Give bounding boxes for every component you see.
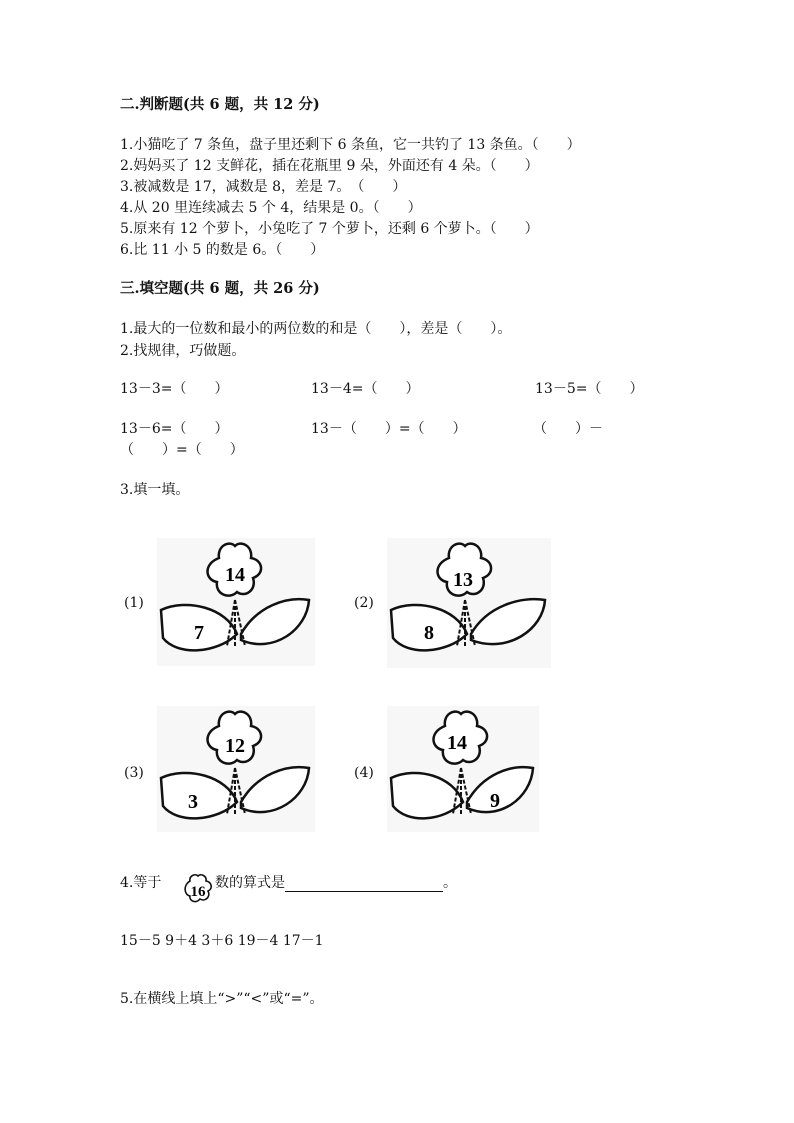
small-flower-picture bbox=[180, 872, 216, 912]
question-3: 3.填一填。 bbox=[120, 482, 190, 498]
flower-icon bbox=[157, 706, 315, 832]
flower-top-number: 14 bbox=[447, 732, 467, 754]
question-5: 5.在横线上填上“>”“<”或“=”。 bbox=[120, 991, 324, 1007]
question-4-prefix: 4.等于 bbox=[120, 875, 162, 891]
section-2-title: 二.判断题(共 6 题，共 12 分) bbox=[120, 96, 320, 113]
equation: 13－6=（ ） bbox=[120, 421, 229, 437]
flower-top-number: 14 bbox=[225, 564, 245, 586]
small-flower-number: 16 bbox=[190, 884, 206, 900]
question-item: 4.从 20 里连续减去 5 个 4，结果是 0。（ ） bbox=[120, 200, 422, 216]
flower-leaf-number: 8 bbox=[424, 622, 434, 644]
flower-label: (2) bbox=[354, 595, 374, 611]
flower-label: (1) bbox=[124, 595, 144, 611]
question-4-options: 15－5 9＋4 3＋6 19－4 17－1 bbox=[120, 933, 324, 949]
flower-top-number: 13 bbox=[453, 569, 473, 591]
question-4-suffix: 数的算式是 bbox=[215, 875, 285, 891]
question-4-text bbox=[215, 874, 457, 892]
flower-icon bbox=[157, 538, 315, 666]
flower-leaf-number: 7 bbox=[194, 622, 204, 644]
flower-picture bbox=[157, 706, 315, 832]
small-flower-icon bbox=[180, 872, 216, 908]
equation: 13－3=（ ） bbox=[120, 381, 229, 397]
flower-leaf-number: 3 bbox=[188, 791, 198, 813]
flower-icon bbox=[387, 538, 551, 668]
equation: 13－4=（ ） bbox=[311, 381, 420, 397]
question-4-end: 。 bbox=[443, 875, 457, 891]
flower-picture bbox=[157, 538, 315, 666]
question-item: 6.比 11 小 5 的数是 6。（ ） bbox=[120, 242, 325, 258]
equation: 13－（ ）=（ ） bbox=[311, 421, 467, 437]
flower-label: (4) bbox=[354, 765, 374, 781]
answer-blank-line[interactable] bbox=[285, 877, 443, 892]
question-1: 1.最大的一位数和最小的两位数的和是（ ），差是（ ）。 bbox=[120, 321, 512, 337]
question-2: 2.找规律，巧做题。 bbox=[120, 343, 246, 359]
flower-leaf-number: 9 bbox=[490, 790, 500, 812]
section-3-title: 三.填空题(共 6 题，共 26 分) bbox=[120, 280, 320, 297]
flower-icon bbox=[387, 706, 539, 832]
question-item: 3.被减数是 17，减数是 8，差是 7。 （ ） bbox=[120, 179, 407, 195]
question-item: 2.妈妈买了 12 支鲜花，插在花瓶里 9 朵，外面还有 4 朵。（ ） bbox=[120, 158, 539, 174]
flower-picture bbox=[387, 706, 539, 832]
flower-picture bbox=[387, 538, 551, 668]
flower-top-number: 12 bbox=[225, 735, 245, 757]
equation: 13－5=（ ） bbox=[535, 381, 644, 397]
flower-label: (3) bbox=[124, 765, 144, 781]
question-item: 5.原来有 12 个萝卜，小兔吃了 7 个萝卜，还剩 6 个萝卜。（ ） bbox=[120, 221, 539, 237]
question-item: 1.小猫吃了 7 条鱼，盘子里还剩下 6 条鱼，它一共钓了 13 条鱼。（ ） bbox=[120, 137, 581, 153]
equation: （ ）=（ ） bbox=[120, 442, 244, 458]
equation: （ ）－ bbox=[533, 421, 603, 437]
